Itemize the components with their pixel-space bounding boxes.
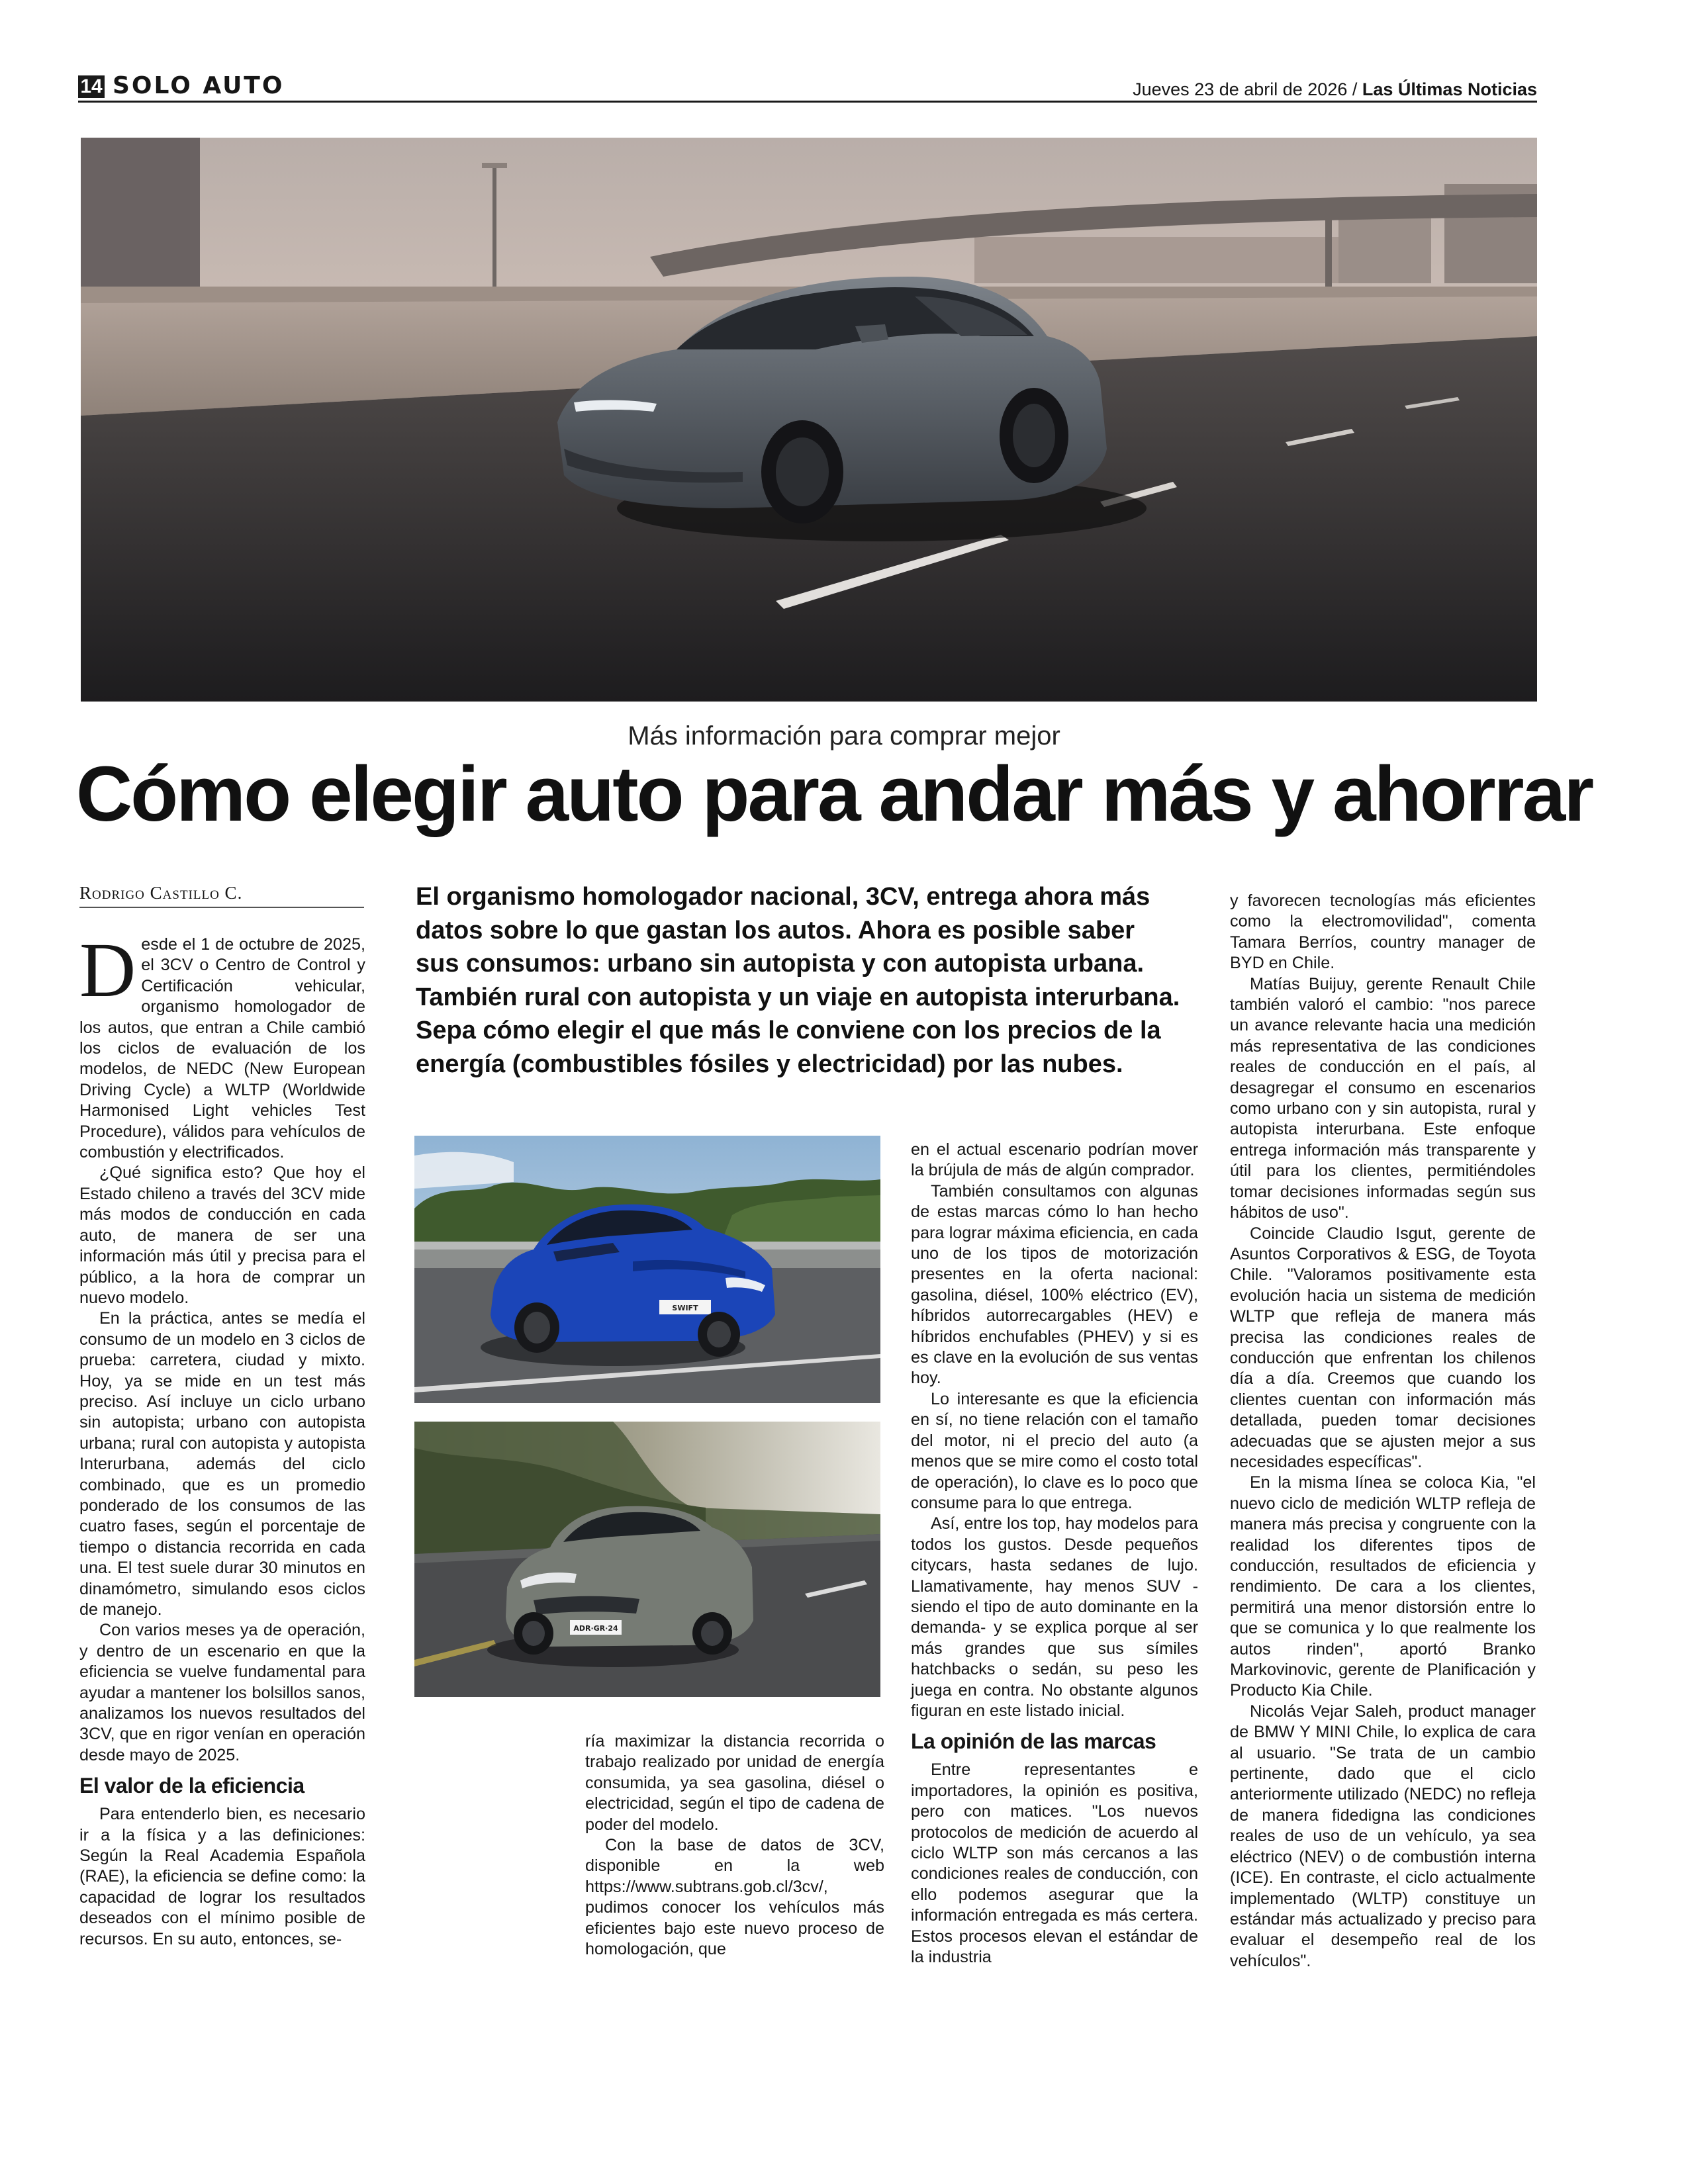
paragraph-text: esde el 1 de octubre de 2025, el 3CV o Centro de Control y Certificación vehicular, organismo homologador de los autos, que entran a Chile cambió los ciclos de evaluación de los modelos, de NEDC (New European Driving Cycle) a WLTP (Worldwide Harmonised Light vehicles Test Procedure), válidos para vehículos de combustión y electrificados. — [79, 935, 365, 1162]
paragraph: Matías Buijuy, gerente Renault Chile también valoró el cambio: "nos parece un avance relevante hacia una medición más representativa de las condiciones reales de conducción en el país, al desagregar el consumo en escenarios como urbano con y sin autopista, rural y autopista interurbana. Este enfoque entrega información más transparente y útil para los clientes, permitiéndoles tomar decisiones informadas según sus hábitos de uso". — [1230, 974, 1536, 1222]
lead-text: El organismo homologador nacional, 3CV, entrega ahora más datos sobre lo que gastan los autos. Ahora es posible saber sus consumos: urbano sin autopista y con autopista urbana. También rural con autopista y un viaje en autopista interurbana. Sepa cómo elegir el que más le conviene con los precios de la energía (combustibles fósiles y electricidad) por las nubes. — [416, 883, 1180, 1078]
photo-swift — [414, 1136, 880, 1403]
paragraph: Así, entre los top, hay modelos para todos los gustos. Desde pequeños citycars, hasta sedanes de lujo. Llamativamente, hay menos SUV -siendo el tipo de auto dominante en la demanda- y se explica porque al ser más grandes que sus símiles hatchbacks o sedán, su peso les juega en contra. No obstante algunos figuran en este listado inicial. — [911, 1514, 1198, 1720]
body-column-3 — [911, 1140, 1198, 1968]
kicker: Más información para comprar mejor — [628, 721, 1060, 751]
paragraph: También consultamos con algunas de estas marcas cómo lo han hecho para lograr máxima eficiencia, en cada uno de los tipos de motorización presentes en la oferta nacional: gasolina, diésel, 100% eléctrico (EV), híbridos autorrecargables (HEV) e híbridos enchufables (PHEV) y si es es clave en la evolución de sus ventas hoy. — [911, 1181, 1198, 1388]
drop-cap: D — [79, 927, 136, 1013]
paragraph: Con varios meses ya de operación, y dentro de un escenario en que la eficiencia se vuelve fundamental para ayudar a mantener los bolsillos sanos, analizamos los nuevos resultados del 3CV, que en rigor venían en operación desde mayo de 2025. — [79, 1621, 365, 1764]
paragraph: en el actual escenario podrían mover la brújula de más de algún comprador. — [911, 1140, 1198, 1180]
body-column-4 — [1230, 891, 1536, 1972]
paragraph: y favorecen tecnologías más eficientes como la electromovilidad", comenta Tamara Berríos, country manager de BYD en Chile. — [1230, 891, 1536, 973]
newspaper-name: Las Últimas Noticias — [1362, 79, 1537, 99]
header-rule — [78, 101, 1537, 103]
paragraph: Lo interesante es que la eficiencia en sí, no tiene relación con el tamaño del motor, ni el precio del auto (a menos que se mire como el costo total de operación), lo clave es lo poco que consume para lo que entrega. — [911, 1389, 1198, 1512]
hero-photo — [81, 138, 1537, 702]
paragraph: ¿Qué significa esto? Que hoy el Estado chileno a través del 3CV mide más modos de conducción en cada auto, de manera de ser una información más útil y precisa para el público, a la hora de comprar un nuevo modelo. — [79, 1163, 365, 1307]
photo-picanto — [414, 1422, 880, 1697]
headline: Cómo elegir auto para andar más y ahorrar — [75, 751, 1593, 838]
paragraph: Coincide Claudio Isgut, gerente de Asuntos Corporativos & ESG, de Toyota Chile. "Valoramos positivamente esta evolución hacia un sistema de medición WLTP que refleja de manera más precisa las condiciones reales de conducción que enfrentan los chilenos día a día. Creemos que cuando los clientes cuentan con información más detallada, pueden tomar decisiones adecuadas que se ajusten mejor a sus necesidades específicas". — [1230, 1224, 1536, 1471]
swift-plate: SWIFT — [672, 1304, 698, 1312]
paragraph: En la práctica, antes se medía el consumo de un modelo en 3 ciclos de prueba: carretera, ciudad y mixto. Hoy, ya se mide en un test más preciso. Así incluye un ciclo urbano sin autopista; urbano con autopista urbana; rural con autopista y autopista Interurbana, además del ciclo combinado, que es un promedio ponderado de los consumos de las cuatro fases, según el porcentaje de tiempo o distancia recorrida en cada una. El test suele durar 30 minutos en dinamómetro, simulando esos ciclos de manejo. — [79, 1309, 365, 1619]
paragraph: En la misma línea se coloca Kia, "el nuevo ciclo de medición WLTP refleja de manera más precisa y congruente con la realidad los diferentes tipos de conducción, resultados de eficiencia y rendimiento. De cara a los clientes, permitirá una menor distorsión entre lo que se comunica y lo que realmente los autos rinden", aportó Branko Markovinovic, gerente de Planificación y Producto Kia Chile. — [1230, 1473, 1536, 1700]
paragraph: Nicolás Vejar Saleh, product manager de BMW Y MINI Chile, lo explica de cara al usuario. "Se trata de un cambio pertinente, dado que el ciclo anteriormente utilizado (NEDC) no refleja de manera fidedigna las condiciones reales de uso de un vehículo, ya sea eléctrico (NEV) o de combustión interna (ICE). En contraste, el ciclo actualmente implementado (WLTP) constituye un estándar más actualizado y preciso para evaluar el desempeño real de los vehículos". — [1230, 1702, 1536, 1970]
body-column-2 — [585, 1731, 884, 1960]
subheading: El valor de la eficiencia — [79, 1774, 305, 1798]
page-number: 14 — [78, 75, 105, 98]
picanto-plate: ADR·GR·24 — [573, 1624, 618, 1633]
byline: Rodrigo Castillo C. — [79, 882, 364, 908]
lead-paragraph — [416, 880, 1184, 1081]
subheading: La opinión de las marcas — [911, 1729, 1156, 1754]
paragraph: Con la base de datos de 3CV, disponible en la web https://www.subtrans.gob.cl/3cv/, pudimos conocer los vehículos más eficientes bajo este nuevo proceso de homologación, que — [585, 1836, 884, 1959]
dateline-separator: / — [1352, 79, 1358, 99]
paragraph: ría maximizar la distancia recorrida o trabajo realizado por unidad de energía consumida, ya sea gasolina, diésel o electricidad, según el tipo de cadena de poder del modelo. — [585, 1732, 884, 1834]
section-title: SOLO AUTO — [113, 72, 285, 99]
body-column-1 — [79, 927, 365, 1950]
issue-date: Jueves 23 de abril de 2026 — [1133, 79, 1348, 99]
dateline — [1133, 78, 1537, 101]
paragraph — [79, 927, 365, 1163]
paragraph: Para entenderlo bien, es necesario ir a la física y a las definiciones: Según la Real Academia Española (RAE), la eficiencia se define como: la capacidad de lograr los resultados deseados con el mínimo posible de recursos. En su auto, entonces, se- — [79, 1805, 365, 1948]
paragraph: Entre representantes e importadores, la opinión es positiva, pero con matices. "Los nuevos protocolos de medición de acuerdo al ciclo WLTP son más cercanos a las condiciones reales de conducción, con ello podemos asegurar que la información entregada es más certera. Estos procesos elevan el estándar de la industria — [911, 1760, 1198, 1967]
